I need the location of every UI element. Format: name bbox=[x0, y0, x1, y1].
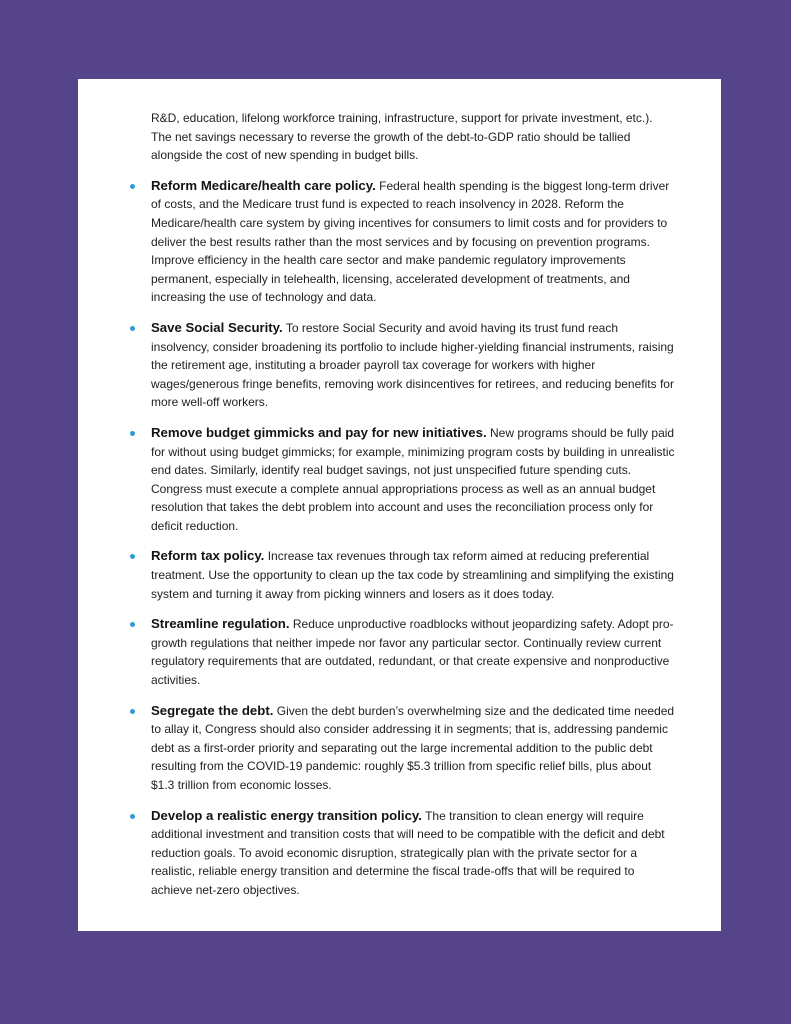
document-page bbox=[78, 79, 721, 931]
list-item-social-security bbox=[151, 319, 675, 412]
item-body: To restore Social Security and avoid having its trust fund reach insolvency, consider broadening its portfolio to include higher-yielding financial instruments, raising the retirement age, instituting a broader payroll tax coverage for workers with higher wages/generous fringe benefits, removing work disincentives for retirees, and reducing benefits for more well-off workers. bbox=[151, 320, 674, 410]
item-heading: Segregate the debt. bbox=[151, 702, 274, 718]
item-body: The transition to clean energy will require additional investment and transition costs that will need to be compatible with the deficit and debt reduction goals. To avoid economic disruption, strategically plan with the private sector for a realistic, reliable energy transition and determine the fiscal trade-offs that will be required to achieve net-zero objectives. bbox=[151, 808, 665, 897]
bullet-icon bbox=[130, 431, 135, 436]
list-item-tax-policy bbox=[151, 547, 675, 603]
continuation-paragraph: R&D, education, lifelong workforce training, infrastructure, support for private investment, etc.). The net savings necessary to reverse the growth of the debt-to-GDP ratio should be tallied alongside the cost of new spending in budget bills. bbox=[151, 111, 653, 163]
item-heading: Reform tax policy. bbox=[151, 548, 265, 564]
list-item-energy-transition bbox=[151, 807, 675, 900]
bullet-icon bbox=[130, 622, 135, 627]
item-body: Increase tax revenues through tax reform aimed at reducing preferential treatment. Use the opportunity to clean up the tax code by streamlining and simplifying the existing system and turning it away from picking winners and losers as it does today. bbox=[151, 549, 674, 601]
bullet-icon bbox=[130, 326, 135, 331]
item-heading: Save Social Security. bbox=[151, 319, 283, 335]
item-body: New programs should be fully paid for without using budget gimmicks; for example, minimizing program costs by building in unrealistic end dates. Similarly, identify real budget savings, not just unspecified future spending cuts. Congress must execute a complete annual appropriations process as well as an annual budget resolution that takes the debt problem into account and uses the reconciliation process only for deficit reduction. bbox=[151, 425, 675, 533]
item-heading: Streamline regulation. bbox=[151, 616, 290, 632]
item-body: Reduce unproductive roadblocks without jeopardizing safety. Adopt pro-growth regulations that neither impede nor favor any particular sector. Continually review current regulatory requirements that are outdated, redundant, or that create expensive and nonproductive activities. bbox=[151, 617, 674, 688]
recommendation-list bbox=[151, 177, 675, 900]
item-heading: Remove budget gimmicks and pay for new initiatives. bbox=[151, 424, 487, 440]
item-body: Federal health spending is the biggest long-term driver of costs, and the Medicare trust fund is expected to reach insolvency in 2028. Reform the Medicare/health care system by giving incentives for consumers to limit costs and for providers to deliver the best results rather than the most services and by focusing on prevention programs. Improve efficiency in the health care sector and make pandemic regulatory improvements permanent, especially in telehealth, licensing, accelerated development of treatments, and increasing the use of technology and data. bbox=[151, 178, 670, 305]
list-item-regulation bbox=[151, 615, 675, 689]
item-body: Given the debt burden’s overwhelming size and the dedicated time needed to allay it, Congress should also consider addressing it in segments; that is, addressing pandemic debt as a first-order priority and separating out the large incremental addition to the public debt resulting from the COVID-19 pandemic: roughly $5.3 trillion from specific relief bills, plus about $1.3 trillion from economic losses. bbox=[151, 703, 675, 792]
list-item-budget-gimmicks bbox=[151, 424, 675, 536]
bullet-icon bbox=[130, 814, 135, 819]
bullet-icon bbox=[130, 709, 135, 714]
item-heading: Reform Medicare/health care policy. bbox=[151, 177, 376, 193]
item-heading: Develop a realistic energy transition policy. bbox=[151, 807, 422, 823]
bullet-icon bbox=[130, 184, 135, 189]
list-item-medicare bbox=[151, 177, 675, 307]
bullet-icon bbox=[130, 554, 135, 559]
page-content bbox=[151, 109, 675, 912]
list-item-segregate-debt bbox=[151, 702, 675, 795]
